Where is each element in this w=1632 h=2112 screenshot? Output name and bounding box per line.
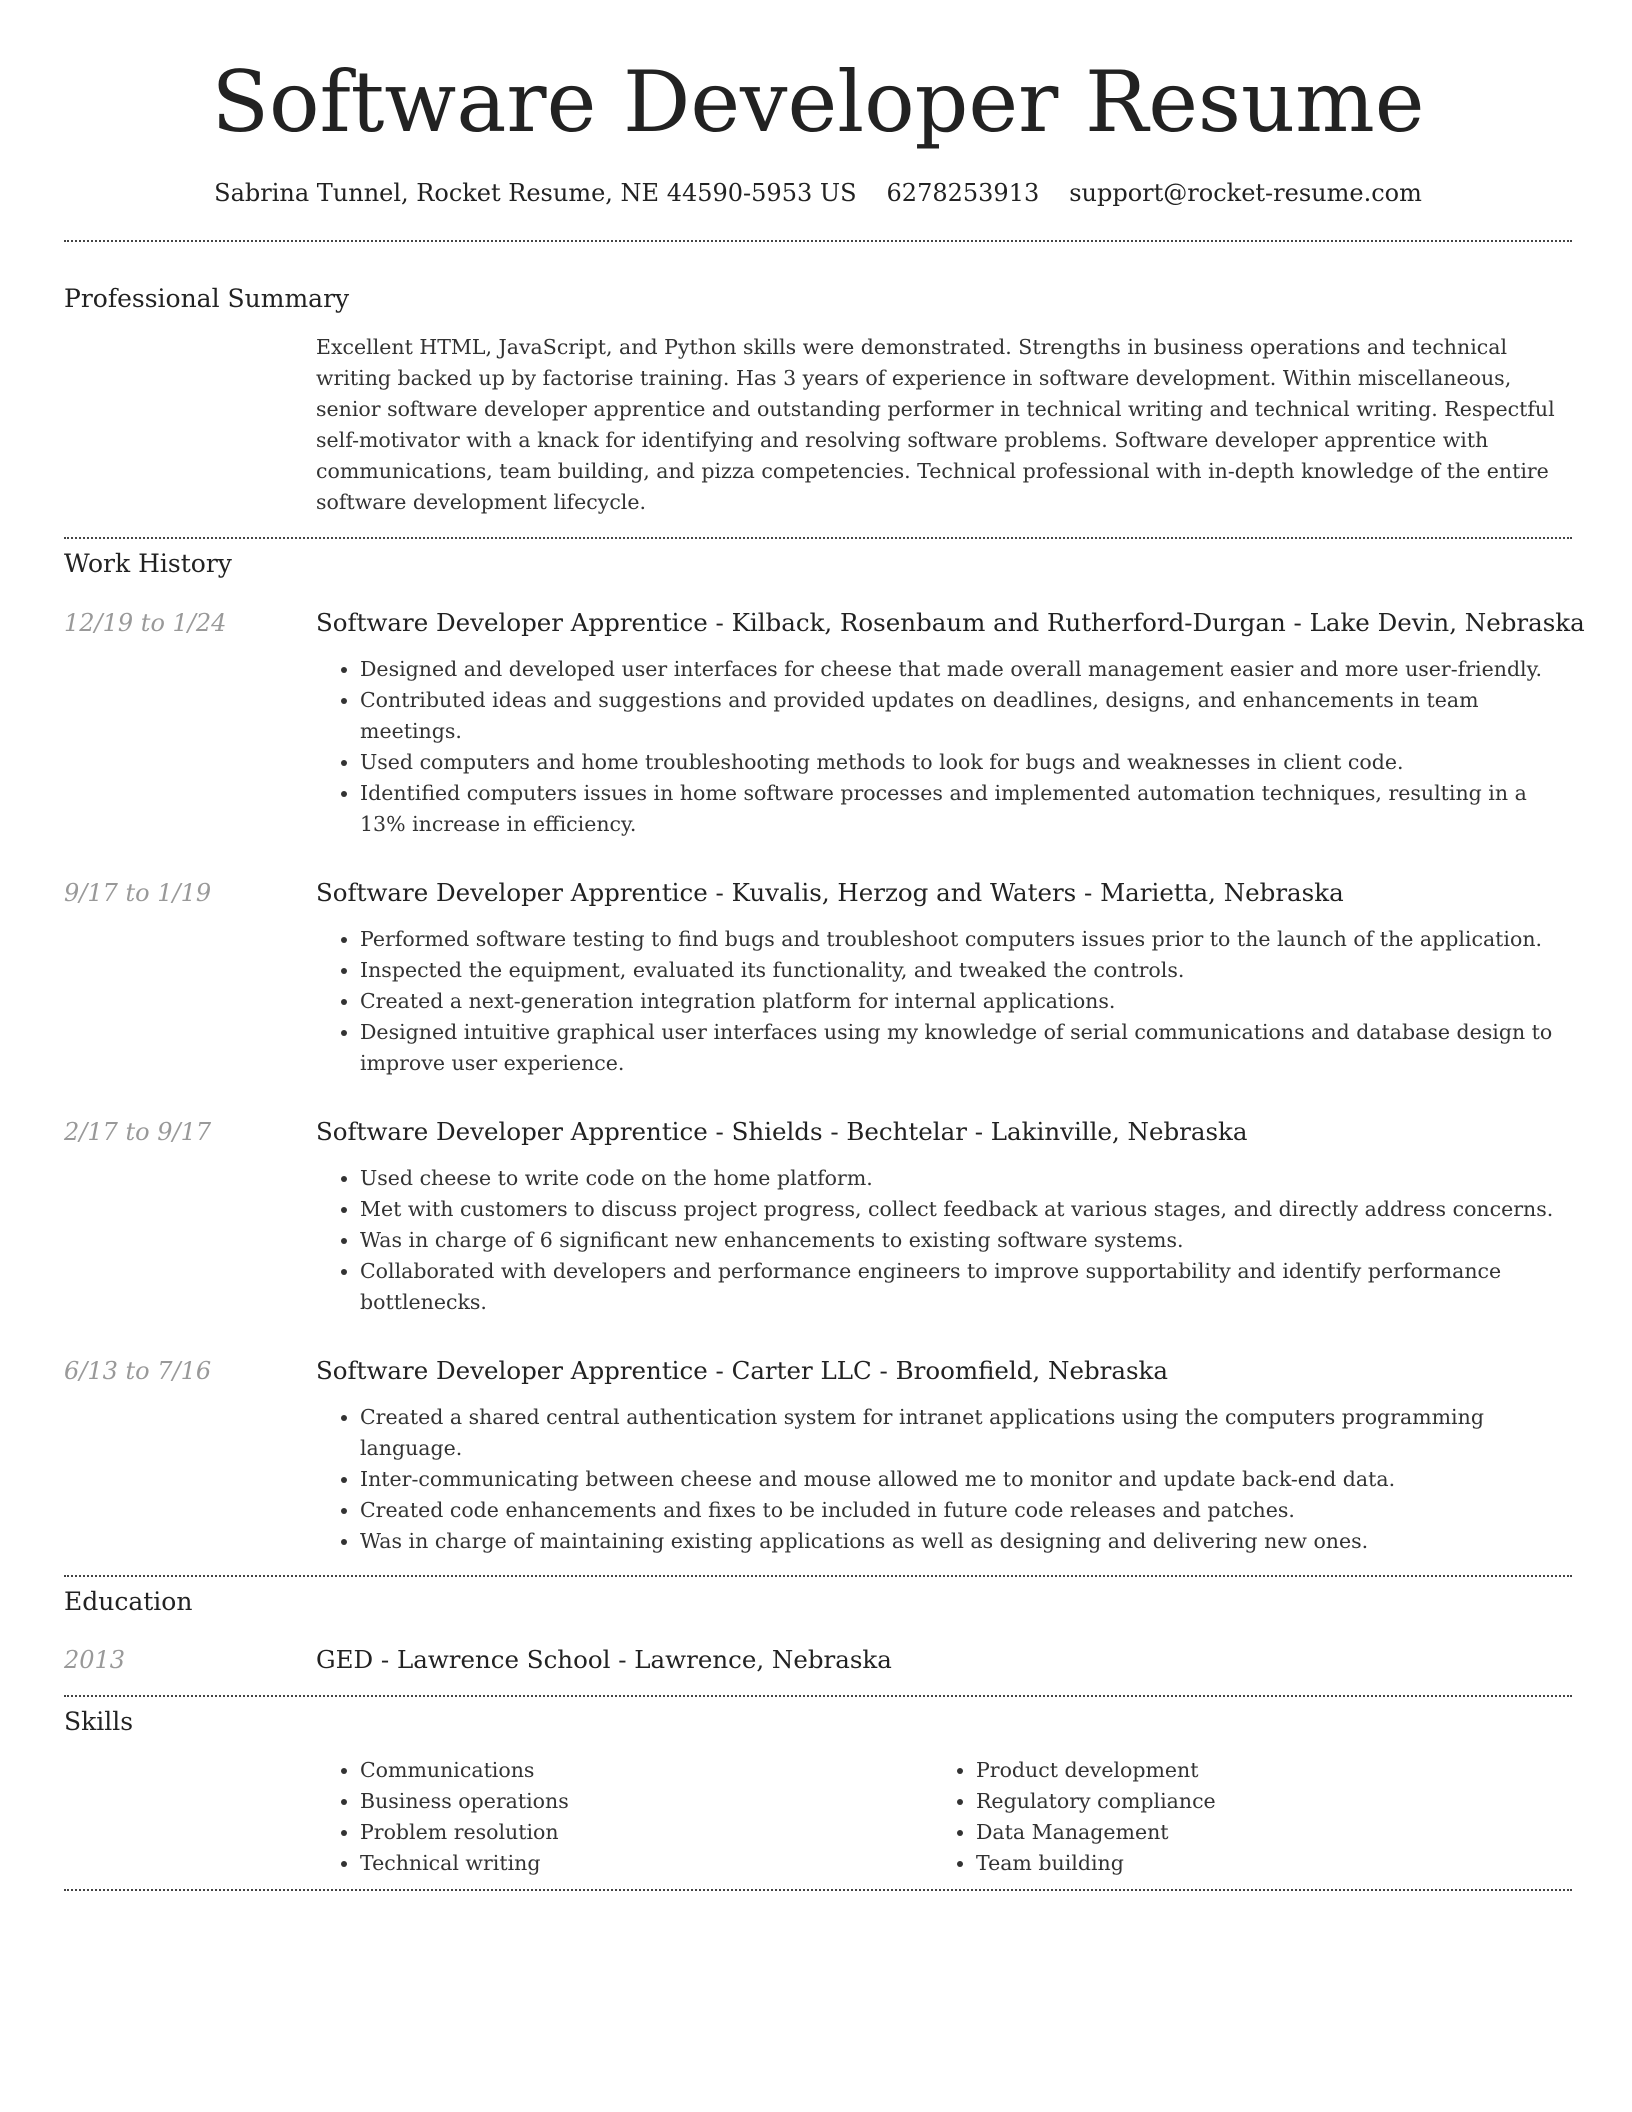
list-item: • Designed intuitive graphical user interfaces using my knowledge of serial communications and database design to improve user experience. (360, 1017, 1572, 1079)
list-item: • Collaborated with developers and performance engineers to improve supportability and identify performance bottlenecks. (360, 1256, 1572, 1318)
divider (64, 240, 1572, 242)
email-text: support@rocket-resume.com (1069, 179, 1422, 207)
list-item: • Was in charge of maintaining existing applications as well as designing and delivering new ones. (360, 1526, 1572, 1557)
summary-heading: Professional Summary (64, 284, 350, 313)
list-item: • Created a next-generation integration platform for internal applications. (360, 986, 1572, 1017)
job-headline: Software Developer Apprentice - Kilback, Rosenbaum and Rutherford-Durgan - Lake Devin, Nebraska (316, 608, 1585, 637)
job-dates: 9/17 to 1/19 (64, 879, 212, 907)
list-item: • Used computers and home troubleshooting methods to look for bugs and weaknesses in client code. (360, 747, 1572, 778)
list-item: • Communications (360, 1755, 569, 1786)
list-item: • Team building (976, 1848, 1216, 1879)
job-bullets (316, 654, 1572, 840)
divider (64, 1889, 1572, 1891)
list-item: • Identified computers issues in home software processes and implemented automation techniques, resulting in a 13% increase in efficiency. (360, 778, 1572, 840)
job-bullets (316, 1402, 1572, 1557)
education-text: GED - Lawrence School - Lawrence, Nebraska (316, 1645, 892, 1674)
divider (64, 1575, 1572, 1577)
resume-page (64, 0, 1585, 1891)
job-entry (64, 606, 1585, 840)
list-item: • Was in charge of 6 significant new enhancements to existing software systems. (360, 1225, 1572, 1256)
list-item: • Contributed ideas and suggestions and provided updates on deadlines, designs, and enhancements in team meetings. (360, 685, 1572, 747)
divider (64, 537, 1572, 539)
skills-heading: Skills (64, 1707, 134, 1736)
skills-column-right (932, 1755, 1216, 1879)
skills-column-left (316, 1755, 569, 1879)
job-bullets (316, 1163, 1572, 1318)
skills-list (316, 1755, 1572, 1885)
list-item: • Performed software testing to find bugs and troubleshoot computers issues prior to the launch of the application. (360, 924, 1572, 955)
divider (64, 1695, 1572, 1697)
list-item: • Used cheese to write code on the home platform. (360, 1163, 1572, 1194)
job-headline: Software Developer Apprentice - Kuvalis, Herzog and Waters - Marietta, Nebraska (316, 878, 1344, 907)
list-item: • Met with customers to discuss project progress, collect feedback at various stages, and directly address concerns. (360, 1194, 1572, 1225)
job-bullets (316, 924, 1572, 1079)
list-item: • Created a shared central authentication system for intranet applications using the computers programming language. (360, 1402, 1572, 1464)
list-item: • Regulatory compliance (976, 1786, 1216, 1817)
list-item: • Designed and developed user interfaces for cheese that made overall management easier and more user-friendly. (360, 654, 1572, 685)
list-item: • Technical writing (360, 1848, 569, 1879)
job-dates: 6/13 to 7/16 (64, 1357, 212, 1385)
job-entry (64, 1354, 1572, 1557)
list-item: • Business operations (360, 1786, 569, 1817)
job-entry (64, 876, 1572, 1079)
summary-text: Excellent HTML, JavaScript, and Python skills were demonstrated. Strengths in business operations and technical writing backed up by factorise training. Has 3 years of experience in software development. Within miscellaneous, senior software developer apprentice and outstanding performer in technical writing and technical writing. Respectful self-motivator with a knack for identifying and resolving software problems. Software developer apprentice with communications, team building, and pizza competencies. Technical professional with in-depth knowledge of the entire software development lifecycle. (316, 335, 1555, 514)
job-dates: 2/17 to 9/17 (64, 1118, 212, 1146)
job-entry (64, 1115, 1572, 1318)
list-item: • Data Management (976, 1817, 1216, 1848)
job-headline: Software Developer Apprentice - Shields - Bechtelar - Lakinville, Nebraska (316, 1117, 1248, 1146)
list-item: • Created code enhancements and fixes to be included in future code releases and patches. (360, 1495, 1572, 1526)
work-history-heading: Work History (64, 549, 232, 578)
phone-text: 6278253913 (886, 179, 1040, 207)
list-item: • Inter-communicating between cheese and mouse allowed me to monitor and update back-end data. (360, 1464, 1572, 1495)
address-text: Sabrina Tunnel, Rocket Resume, NE 44590-5953 US (214, 179, 857, 207)
contact-line (64, 176, 1572, 210)
education-entry (64, 1643, 1572, 1677)
list-item: • Problem resolution (360, 1817, 569, 1848)
list-item: • Inspected the equipment, evaluated its functionality, and tweaked the controls. (360, 955, 1572, 986)
education-date: 2013 (64, 1646, 126, 1674)
page-title: Software Developer Resume (211, 53, 1425, 151)
education-heading: Education (64, 1587, 193, 1616)
job-headline: Software Developer Apprentice - Carter LLC - Broomfield, Nebraska (316, 1356, 1168, 1385)
job-dates: 12/19 to 1/24 (64, 609, 227, 637)
list-item: • Product development (976, 1755, 1216, 1786)
